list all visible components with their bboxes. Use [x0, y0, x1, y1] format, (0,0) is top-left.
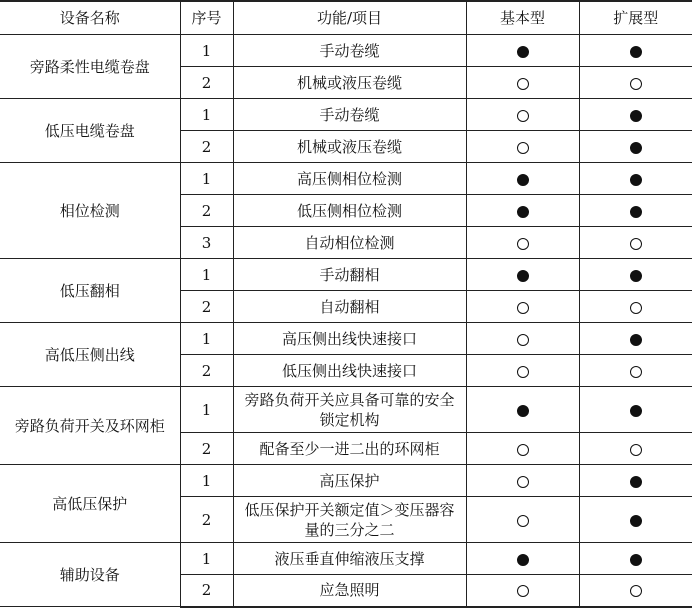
index-cell: 3 — [180, 227, 233, 259]
filled-circle-icon — [630, 405, 642, 417]
index-cell: 2 — [180, 497, 233, 543]
device-name-cell: 高低压侧出线 — [0, 323, 180, 387]
basic-cell — [466, 543, 579, 575]
basic-cell — [466, 163, 579, 195]
index-cell: 1 — [180, 387, 233, 433]
empty-circle-icon — [517, 515, 529, 527]
device-name-cell: 旁路负荷开关及环网柜 — [0, 387, 180, 465]
function-cell: 机械或液压卷缆 — [233, 67, 466, 99]
device-name-cell: 旁路柔性电缆卷盘 — [0, 35, 180, 99]
function-cell: 机械或液压卷缆 — [233, 131, 466, 163]
extended-cell — [579, 465, 692, 497]
basic-cell — [466, 465, 579, 497]
function-cell: 自动翻相 — [233, 291, 466, 323]
function-cell: 手动卷缆 — [233, 99, 466, 131]
empty-circle-icon — [517, 444, 529, 456]
extended-cell — [579, 291, 692, 323]
header-function: 功能/项目 — [233, 1, 466, 35]
index-cell: 1 — [180, 323, 233, 355]
device-name-cell: 低压翻相 — [0, 259, 180, 323]
table-row — [0, 163, 692, 195]
extended-cell — [579, 99, 692, 131]
function-cell: 高压保护 — [233, 465, 466, 497]
basic-cell — [466, 323, 579, 355]
header-device-name: 设备名称 — [0, 1, 180, 35]
basic-cell — [466, 67, 579, 99]
device-name-cell: 高低压保护 — [0, 465, 180, 543]
basic-cell — [466, 195, 579, 227]
basic-cell — [466, 387, 579, 433]
empty-circle-icon — [517, 585, 529, 597]
table-body — [0, 35, 692, 607]
function-cell: 低压侧相位检测 — [233, 195, 466, 227]
header-index: 序号 — [180, 1, 233, 35]
extended-cell — [579, 227, 692, 259]
basic-cell — [466, 355, 579, 387]
filled-circle-icon — [517, 46, 529, 58]
table-row — [0, 465, 692, 497]
empty-circle-icon — [517, 334, 529, 346]
function-cell: 高压侧出线快速接口 — [233, 323, 466, 355]
filled-circle-icon — [517, 206, 529, 218]
filled-circle-icon — [630, 206, 642, 218]
table-row — [0, 259, 692, 291]
basic-cell — [466, 291, 579, 323]
extended-cell — [579, 355, 692, 387]
basic-cell — [466, 433, 579, 465]
extended-cell — [579, 543, 692, 575]
function-cell: 低压保护开关额定值＞变压器容量的三分之二 — [233, 497, 466, 543]
table-row — [0, 99, 692, 131]
empty-circle-icon — [517, 142, 529, 154]
empty-circle-icon — [517, 302, 529, 314]
function-cell: 低压侧出线快速接口 — [233, 355, 466, 387]
header-basic: 基本型 — [466, 1, 579, 35]
device-name-cell: 低压电缆卷盘 — [0, 99, 180, 163]
extended-cell — [579, 259, 692, 291]
basic-cell — [466, 497, 579, 543]
index-cell: 2 — [180, 195, 233, 227]
basic-cell — [466, 35, 579, 67]
function-cell: 高压侧相位检测 — [233, 163, 466, 195]
filled-circle-icon — [517, 554, 529, 566]
filled-circle-icon — [630, 110, 642, 122]
basic-cell — [466, 227, 579, 259]
filled-circle-icon — [630, 334, 642, 346]
extended-cell — [579, 163, 692, 195]
basic-cell — [466, 259, 579, 291]
filled-circle-icon — [630, 476, 642, 488]
filled-circle-icon — [630, 554, 642, 566]
index-cell: 2 — [180, 291, 233, 323]
extended-cell — [579, 433, 692, 465]
header-extended: 扩展型 — [579, 1, 692, 35]
empty-circle-icon — [517, 110, 529, 122]
filled-circle-icon — [630, 174, 642, 186]
index-cell: 1 — [180, 35, 233, 67]
function-cell: 旁路负荷开关应具备可靠的安全锁定机构 — [233, 387, 466, 433]
filled-circle-icon — [517, 405, 529, 417]
index-cell: 2 — [180, 355, 233, 387]
index-cell: 1 — [180, 465, 233, 497]
function-cell: 自动相位检测 — [233, 227, 466, 259]
empty-circle-icon — [517, 78, 529, 90]
extended-cell — [579, 195, 692, 227]
extended-cell — [579, 67, 692, 99]
index-cell: 1 — [180, 163, 233, 195]
basic-cell — [466, 131, 579, 163]
table-row — [0, 35, 692, 67]
function-cell: 液压垂直伸缩液压支撑 — [233, 543, 466, 575]
function-cell: 应急照明 — [233, 575, 466, 607]
index-cell: 2 — [180, 575, 233, 607]
empty-circle-icon — [630, 302, 642, 314]
filled-circle-icon — [517, 270, 529, 282]
table-row — [0, 387, 692, 433]
index-cell: 1 — [180, 259, 233, 291]
function-cell: 手动翻相 — [233, 259, 466, 291]
index-cell: 1 — [180, 543, 233, 575]
filled-circle-icon — [517, 174, 529, 186]
empty-circle-icon — [630, 78, 642, 90]
empty-circle-icon — [630, 366, 642, 378]
table-row — [0, 323, 692, 355]
extended-cell — [579, 575, 692, 607]
extended-cell — [579, 35, 692, 67]
basic-cell — [466, 99, 579, 131]
header-row — [0, 1, 692, 35]
empty-circle-icon — [630, 444, 642, 456]
extended-cell — [579, 497, 692, 543]
filled-circle-icon — [630, 142, 642, 154]
filled-circle-icon — [630, 46, 642, 58]
empty-circle-icon — [630, 585, 642, 597]
table-row — [0, 543, 692, 575]
extended-cell — [579, 323, 692, 355]
device-name-cell: 相位检测 — [0, 163, 180, 259]
empty-circle-icon — [517, 476, 529, 488]
index-cell: 2 — [180, 433, 233, 465]
extended-cell — [579, 387, 692, 433]
extended-cell — [579, 131, 692, 163]
empty-circle-icon — [517, 238, 529, 250]
index-cell: 1 — [180, 99, 233, 131]
filled-circle-icon — [630, 270, 642, 282]
empty-circle-icon — [630, 238, 642, 250]
function-cell: 手动卷缆 — [233, 35, 466, 67]
filled-circle-icon — [630, 515, 642, 527]
basic-cell — [466, 575, 579, 607]
device-name-cell: 辅助设备 — [0, 543, 180, 607]
index-cell: 2 — [180, 131, 233, 163]
index-cell: 2 — [180, 67, 233, 99]
empty-circle-icon — [517, 366, 529, 378]
function-cell: 配备至少一进二出的环网柜 — [233, 433, 466, 465]
